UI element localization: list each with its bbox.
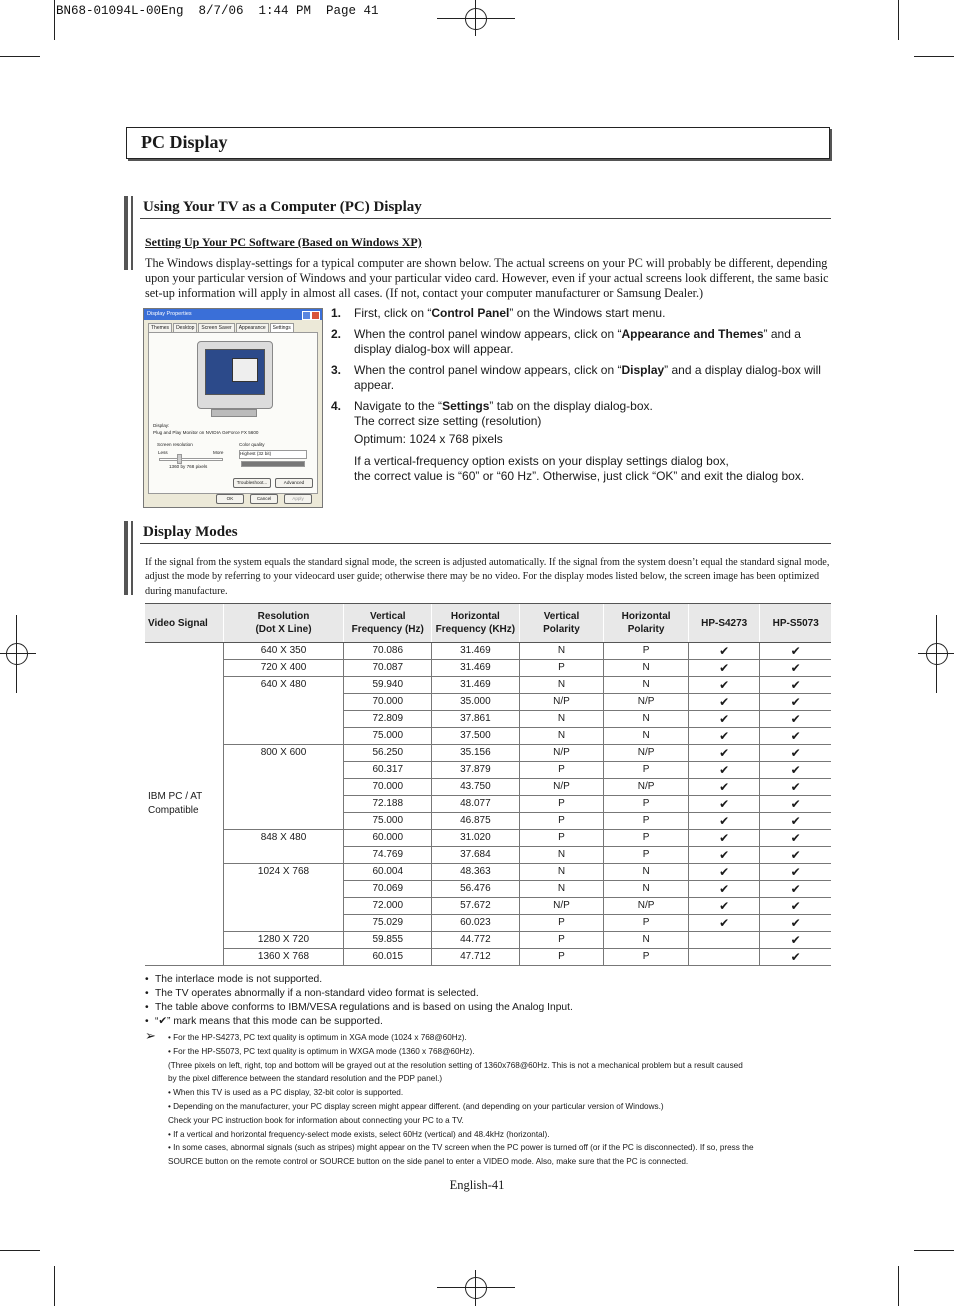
hp-s4273-check <box>688 949 760 966</box>
vertical-polarity-cell: N/P <box>519 898 604 915</box>
hp-s4273-check: ✔ <box>688 915 760 932</box>
section-rule <box>140 218 831 219</box>
note-item: • The interlace mode is not supported. <box>145 973 835 987</box>
hp-s5073-check: ✔ <box>760 796 831 813</box>
small-note: • When this TV is used as a PC display, 32-bit color is supported. <box>168 1088 404 1098</box>
col-horizontal-frequency: Horizontal Frequency (KHz) <box>432 604 520 643</box>
hp-s4273-check: ✔ <box>688 643 760 660</box>
monitor-icon <box>197 341 273 409</box>
tab-settings: Settings <box>270 323 294 332</box>
horizontal-frequency-cell: 57.672 <box>432 898 520 915</box>
step-keyword: Display <box>621 363 665 377</box>
hp-s5073-check: ✔ <box>760 660 831 677</box>
crop-mark <box>898 1266 899 1306</box>
hp-s5073-check: ✔ <box>760 694 831 711</box>
hp-s5073-check: ✔ <box>760 949 831 966</box>
vertical-polarity-cell: N <box>519 881 604 898</box>
resolution-value: 1360 by 768 pixels <box>169 464 208 469</box>
step-keyword: Appearance and Themes <box>621 327 764 341</box>
vertical-frequency-cell: 60.317 <box>344 762 432 779</box>
vertical-frequency-cell: 72.000 <box>344 898 432 915</box>
horizontal-polarity-cell: N <box>604 864 689 881</box>
small-note: • In some cases, abnormal signals (such as stripes) might appear on the TV screen when the PC power is turned off (or if the PC is disconnected). If so, press the <box>168 1143 754 1153</box>
vertical-frequency-cell: 70.087 <box>344 660 432 677</box>
tab-screen-saver: Screen Saver <box>198 323 234 332</box>
section-bar <box>131 196 133 270</box>
section-title: Using Your TV as a Computer (PC) Display <box>143 199 422 215</box>
vertical-polarity-cell: N/P <box>519 745 604 762</box>
table-row <box>145 643 831 660</box>
step-text: Navigate to the “ <box>354 399 443 413</box>
troubleshoot-button: Troubleshoot... <box>233 478 271 488</box>
hp-s4273-check: ✔ <box>688 830 760 847</box>
horizontal-frequency-cell: 37.500 <box>432 728 520 745</box>
step-item <box>331 399 831 484</box>
resolution-cell: 1280 X 720 <box>223 932 344 949</box>
advanced-button: Advanced <box>275 478 313 488</box>
horizontal-frequency-cell: 56.476 <box>432 881 520 898</box>
hp-s4273-check <box>688 932 760 949</box>
small-note: • For the HP-S5073, PC text quality is optimum in WXGA mode (1360 x 768@60Hz). <box>168 1046 475 1056</box>
table-row <box>145 932 831 949</box>
vertical-polarity-cell: P <box>519 949 604 966</box>
step-text: When the control panel window appears, click on “ <box>354 327 622 341</box>
horizontal-frequency-cell: 37.879 <box>432 762 520 779</box>
table-row <box>145 949 831 966</box>
horizontal-frequency-cell: 43.750 <box>432 779 520 796</box>
horizontal-polarity-cell: N <box>604 660 689 677</box>
vertical-polarity-cell: N <box>519 728 604 745</box>
horizontal-polarity-cell: N <box>604 932 689 949</box>
hp-s4273-check: ✔ <box>688 864 760 881</box>
horizontal-frequency-cell: 31.469 <box>432 660 520 677</box>
hp-s4273-check: ✔ <box>688 898 760 915</box>
display-modes-table <box>145 603 831 966</box>
close-icon <box>311 311 320 320</box>
horizontal-polarity-cell: N/P <box>604 745 689 762</box>
vertical-polarity-cell: P <box>519 915 604 932</box>
horizontal-polarity-cell: P <box>604 915 689 932</box>
crop-mark <box>914 1250 954 1251</box>
window-thumbnail <box>232 358 258 382</box>
step-keyword: Settings <box>442 399 490 413</box>
hp-s5073-check: ✔ <box>760 779 831 796</box>
horizontal-frequency-cell: 46.875 <box>432 813 520 830</box>
vertical-frequency-cell: 60.000 <box>344 830 432 847</box>
vertical-polarity-cell: P <box>519 796 604 813</box>
monitor-stand <box>211 409 257 417</box>
horizontal-frequency-cell: 47.712 <box>432 949 520 966</box>
registration-line <box>16 615 17 693</box>
small-note: • For the HP-S4273, PC text quality is optimum in XGA mode (1024 x 768@60Hz). <box>168 1033 467 1042</box>
small-notes <box>168 1031 833 1169</box>
horizontal-polarity-cell: N/P <box>604 898 689 915</box>
step-detail: Optimum: 1024 x 768 pixels <box>354 432 503 446</box>
horizontal-frequency-cell: 31.469 <box>432 677 520 694</box>
tab-desktop: Desktop <box>173 323 197 332</box>
vertical-frequency-cell: 70.000 <box>344 779 432 796</box>
step-text: First, click on “ <box>354 306 432 320</box>
horizontal-polarity-cell: N/P <box>604 694 689 711</box>
col-resolution: Resolution (Dot X Line) <box>223 604 344 643</box>
vertical-polarity-cell: N/P <box>519 694 604 711</box>
hp-s5073-check: ✔ <box>760 711 831 728</box>
hp-s5073-check: ✔ <box>760 745 831 762</box>
hp-s5073-check: ✔ <box>760 881 831 898</box>
hp-s4273-check: ✔ <box>688 711 760 728</box>
step-number: 1. <box>331 306 342 320</box>
less-label: Less <box>158 450 168 455</box>
registration-mark <box>6 643 28 665</box>
resolution-cell: 640 X 350 <box>223 643 344 660</box>
step-detail: If a vertical-frequency option exists on your display settings dialog box, <box>354 454 729 468</box>
dialog-panel <box>148 332 318 494</box>
table-row <box>145 830 831 847</box>
vertical-polarity-cell: P <box>519 660 604 677</box>
step-number: 3. <box>331 363 342 377</box>
table-row <box>145 745 831 762</box>
vertical-polarity-cell: N <box>519 677 604 694</box>
note-item: • The table above conforms to IBM/VESA regulations and is based on using the Analog Input. <box>145 1001 835 1015</box>
horizontal-polarity-cell: P <box>604 762 689 779</box>
vertical-frequency-cell: 72.809 <box>344 711 432 728</box>
subheading: Setting Up Your PC Software (Based on Windows XP) <box>145 235 422 249</box>
hp-s4273-check: ✔ <box>688 779 760 796</box>
tab-appearance: Appearance <box>236 323 269 332</box>
horizontal-polarity-cell: N/P <box>604 779 689 796</box>
small-note: • Depending on the manufacturer, your PC display screen might appear different. (and depending on your particular version of Windows.) <box>168 1101 664 1111</box>
horizontal-frequency-cell: 48.363 <box>432 864 520 881</box>
horizontal-polarity-cell: P <box>604 813 689 830</box>
vertical-polarity-cell: N <box>519 864 604 881</box>
horizontal-frequency-cell: 35.156 <box>432 745 520 762</box>
hp-s4273-check: ✔ <box>688 745 760 762</box>
vertical-polarity-cell: N/P <box>519 779 604 796</box>
vertical-polarity-cell: P <box>519 813 604 830</box>
crop-mark <box>0 1250 40 1251</box>
registration-line <box>0 653 36 654</box>
col-hp-s4273: HP-S4273 <box>688 604 760 643</box>
registration-mark <box>926 643 948 665</box>
ok-button: OK <box>216 494 244 504</box>
monitor-screen <box>205 349 265 395</box>
apply-button: Apply <box>284 494 312 504</box>
vertical-frequency-cell: 60.015 <box>344 949 432 966</box>
small-note: • If a vertical and horizontal frequency-select mode exists, select 60Hz (vertical) and 48.4kHz (horizontal). <box>168 1129 550 1139</box>
hp-s4273-check: ✔ <box>688 694 760 711</box>
intro-paragraph: The Windows display-settings for a typical computer are shown below. The actual screens on your PC will probably be different, depending upon your particular version of Windows and your particular video card. However, even if your actual screens look different, the same basic set-up information will apply in almost all cases. (If not, contact your computer manufacturer or Samsung Dealer.) <box>145 256 829 300</box>
registration-mark <box>465 1277 487 1299</box>
crop-mark <box>0 56 40 57</box>
section-title: Display Modes <box>143 524 238 540</box>
section-bar <box>131 521 133 595</box>
vertical-polarity-cell: N <box>519 847 604 864</box>
note-item: • “✔” mark means that this mode can be supported. <box>145 1015 835 1029</box>
display-label: Display: <box>153 423 170 428</box>
horizontal-polarity-cell: P <box>604 847 689 864</box>
display-properties-screenshot <box>143 308 323 508</box>
hp-s5073-check: ✔ <box>760 898 831 915</box>
horizontal-frequency-cell: 35.000 <box>432 694 520 711</box>
page-title-box <box>126 127 830 159</box>
hp-s5073-check: ✔ <box>760 762 831 779</box>
vertical-frequency-cell: 59.940 <box>344 677 432 694</box>
col-vertical-frequency: Vertical Frequency (Hz) <box>344 604 432 643</box>
hp-s4273-check: ✔ <box>688 762 760 779</box>
hp-s5073-check: ✔ <box>760 728 831 745</box>
vertical-polarity-cell: P <box>519 830 604 847</box>
vertical-polarity-cell: N <box>519 711 604 728</box>
resolution-cell: 1360 X 768 <box>223 949 344 966</box>
hp-s5073-check: ✔ <box>760 915 831 932</box>
vertical-frequency-cell: 74.769 <box>344 847 432 864</box>
video-signal-cell: IBM PC / AT Compatible <box>145 643 223 966</box>
step-detail: The correct size setting (resolution) <box>354 414 542 428</box>
col-video-signal: Video Signal <box>145 604 223 643</box>
horizontal-polarity-cell: P <box>604 949 689 966</box>
vertical-frequency-cell: 75.029 <box>344 915 432 932</box>
small-note: Check your PC instruction book for information about connecting your PC to a TV. <box>168 1115 464 1125</box>
hp-s5073-check: ✔ <box>760 643 831 660</box>
horizontal-polarity-cell: N <box>604 881 689 898</box>
horizontal-frequency-cell: 37.684 <box>432 847 520 864</box>
table-row <box>145 677 831 694</box>
small-note: SOURCE button on the remote control or SOURCE button on the side panel to enter a VIDEO mode. Also, make sure that the PC is connected. <box>168 1157 689 1167</box>
help-icon <box>302 311 311 320</box>
hp-s5073-check: ✔ <box>760 864 831 881</box>
vertical-polarity-cell: P <box>519 762 604 779</box>
resolution-cell: 720 X 400 <box>223 660 344 677</box>
section-bar <box>124 521 128 595</box>
page-number: English-41 <box>449 1178 505 1192</box>
step-text: ” and a display dialog-box will appear. <box>354 327 801 356</box>
crop-mark <box>54 0 55 40</box>
horizontal-polarity-cell: P <box>604 830 689 847</box>
more-label: More <box>213 450 224 455</box>
hp-s4273-check: ✔ <box>688 677 760 694</box>
step-text: When the control panel window appears, click on “ <box>354 363 622 377</box>
crop-mark <box>914 56 954 57</box>
vertical-frequency-cell: 75.000 <box>344 728 432 745</box>
table-row <box>145 864 831 881</box>
crop-mark <box>54 1266 55 1306</box>
col-horizontal-polarity: Horizontal Polarity <box>604 604 689 643</box>
vertical-polarity-cell: P <box>519 932 604 949</box>
modes-intro: If the signal from the system equals the standard signal mode, the screen is adjusted automatically. If the signal from the system doesn’t equal the standard signal mode, adjust the mode by referring to your videocard user guide; otherwise there may be no video. For the display modes listed below, the screen image has been optimized during manufacture. <box>145 557 830 597</box>
cancel-button: Cancel <box>250 494 278 504</box>
note-item: • The TV operates abnormally if a non-standard video format is selected. <box>145 987 835 1001</box>
print-header: BN68-01094L-00Eng 8/7/06 1:44 PM Page 41 <box>56 4 379 18</box>
vertical-frequency-cell: 70.000 <box>344 694 432 711</box>
step-number: 4. <box>331 399 342 413</box>
vertical-frequency-cell: 56.250 <box>344 745 432 762</box>
notes-list <box>145 973 835 1029</box>
small-note: by the pixel difference between the standard resolution and the PDP panel.) <box>168 1074 443 1084</box>
horizontal-frequency-cell: 44.772 <box>432 932 520 949</box>
horizontal-frequency-cell: 48.077 <box>432 796 520 813</box>
vertical-frequency-cell: 70.086 <box>344 643 432 660</box>
section-bar <box>124 196 128 270</box>
registration-mark <box>465 8 487 30</box>
page-title: PC Display <box>141 132 228 152</box>
hp-s4273-check: ✔ <box>688 847 760 864</box>
horizontal-polarity-cell: N <box>604 711 689 728</box>
color-quality-label: Color quality <box>239 442 265 447</box>
dialog-tabs <box>148 323 295 332</box>
vertical-frequency-cell: 72.188 <box>344 796 432 813</box>
hp-s4273-check: ✔ <box>688 813 760 830</box>
horizontal-frequency-cell: 37.861 <box>432 711 520 728</box>
registration-line <box>437 18 515 19</box>
crop-mark <box>898 0 899 40</box>
horizontal-polarity-cell: P <box>604 796 689 813</box>
step-text: ” tab on the display dialog-box. <box>489 399 653 413</box>
registration-line <box>475 1270 476 1306</box>
horizontal-frequency-cell: 60.023 <box>432 915 520 932</box>
table-row <box>145 660 831 677</box>
table-header-row <box>145 604 831 643</box>
step-keyword: Control Panel <box>431 306 510 320</box>
note-arrow-icon: ➢ <box>145 1028 156 1043</box>
hp-s5073-check: ✔ <box>760 830 831 847</box>
setup-steps <box>331 306 831 490</box>
resolution-label: Screen resolution <box>157 442 193 447</box>
resolution-cell: 1024 X 768 <box>223 864 344 932</box>
col-vertical-polarity: Vertical Polarity <box>519 604 604 643</box>
hp-s4273-check: ✔ <box>688 660 760 677</box>
vertical-frequency-cell: 60.004 <box>344 864 432 881</box>
registration-line <box>475 0 476 36</box>
resolution-cell: 848 X 480 <box>223 830 344 864</box>
resolution-cell: 640 X 480 <box>223 677 344 745</box>
hp-s5073-check: ✔ <box>760 847 831 864</box>
color-quality-select: Highest (32 bit) <box>239 450 307 459</box>
small-note: (Three pixels on left, right, top and bottom will be grayed out at the resolution setting of 1360x768@60Hz. This is not a mechanical problem but a result caused <box>168 1060 743 1070</box>
horizontal-frequency-cell: 31.020 <box>432 830 520 847</box>
horizontal-polarity-cell: P <box>604 643 689 660</box>
vertical-frequency-cell: 70.069 <box>344 881 432 898</box>
registration-line <box>437 1287 515 1288</box>
step-number: 2. <box>331 327 342 341</box>
section-rule <box>140 543 831 544</box>
slider-thumb <box>177 454 182 464</box>
hp-s4273-check: ✔ <box>688 728 760 745</box>
hp-s5073-check: ✔ <box>760 677 831 694</box>
step-text: ” on the Windows start menu. <box>509 306 666 320</box>
hp-s5073-check: ✔ <box>760 932 831 949</box>
color-bar <box>241 461 305 467</box>
hp-s4273-check: ✔ <box>688 881 760 898</box>
horizontal-frequency-cell: 31.469 <box>432 643 520 660</box>
vertical-frequency-cell: 75.000 <box>344 813 432 830</box>
hp-s4273-check: ✔ <box>688 796 760 813</box>
vertical-frequency-cell: 59.855 <box>344 932 432 949</box>
registration-line <box>936 615 937 693</box>
step-item <box>331 306 831 321</box>
horizontal-polarity-cell: N <box>604 728 689 745</box>
step-item <box>331 363 831 393</box>
step-item <box>331 327 831 357</box>
tab-themes: Themes <box>148 323 172 332</box>
dialog-title: Display Properties <box>147 311 192 317</box>
hp-s5073-check: ✔ <box>760 813 831 830</box>
horizontal-polarity-cell: N <box>604 677 689 694</box>
step-detail: the correct value is “60” or “60 Hz”. Otherwise, just click “OK” and exit the dialog box. <box>354 469 805 483</box>
resolution-cell: 800 X 600 <box>223 745 344 830</box>
resolution-slider <box>159 458 223 461</box>
step-text: ” and a display dialog-box will appear. <box>354 363 821 392</box>
dialog-titlebar <box>144 309 322 320</box>
col-hp-s5073: HP-S5073 <box>760 604 831 643</box>
display-value: Plug and Play Monitor on NVIDIA GeForce FX 5600 <box>153 430 259 435</box>
vertical-polarity-cell: N <box>519 643 604 660</box>
